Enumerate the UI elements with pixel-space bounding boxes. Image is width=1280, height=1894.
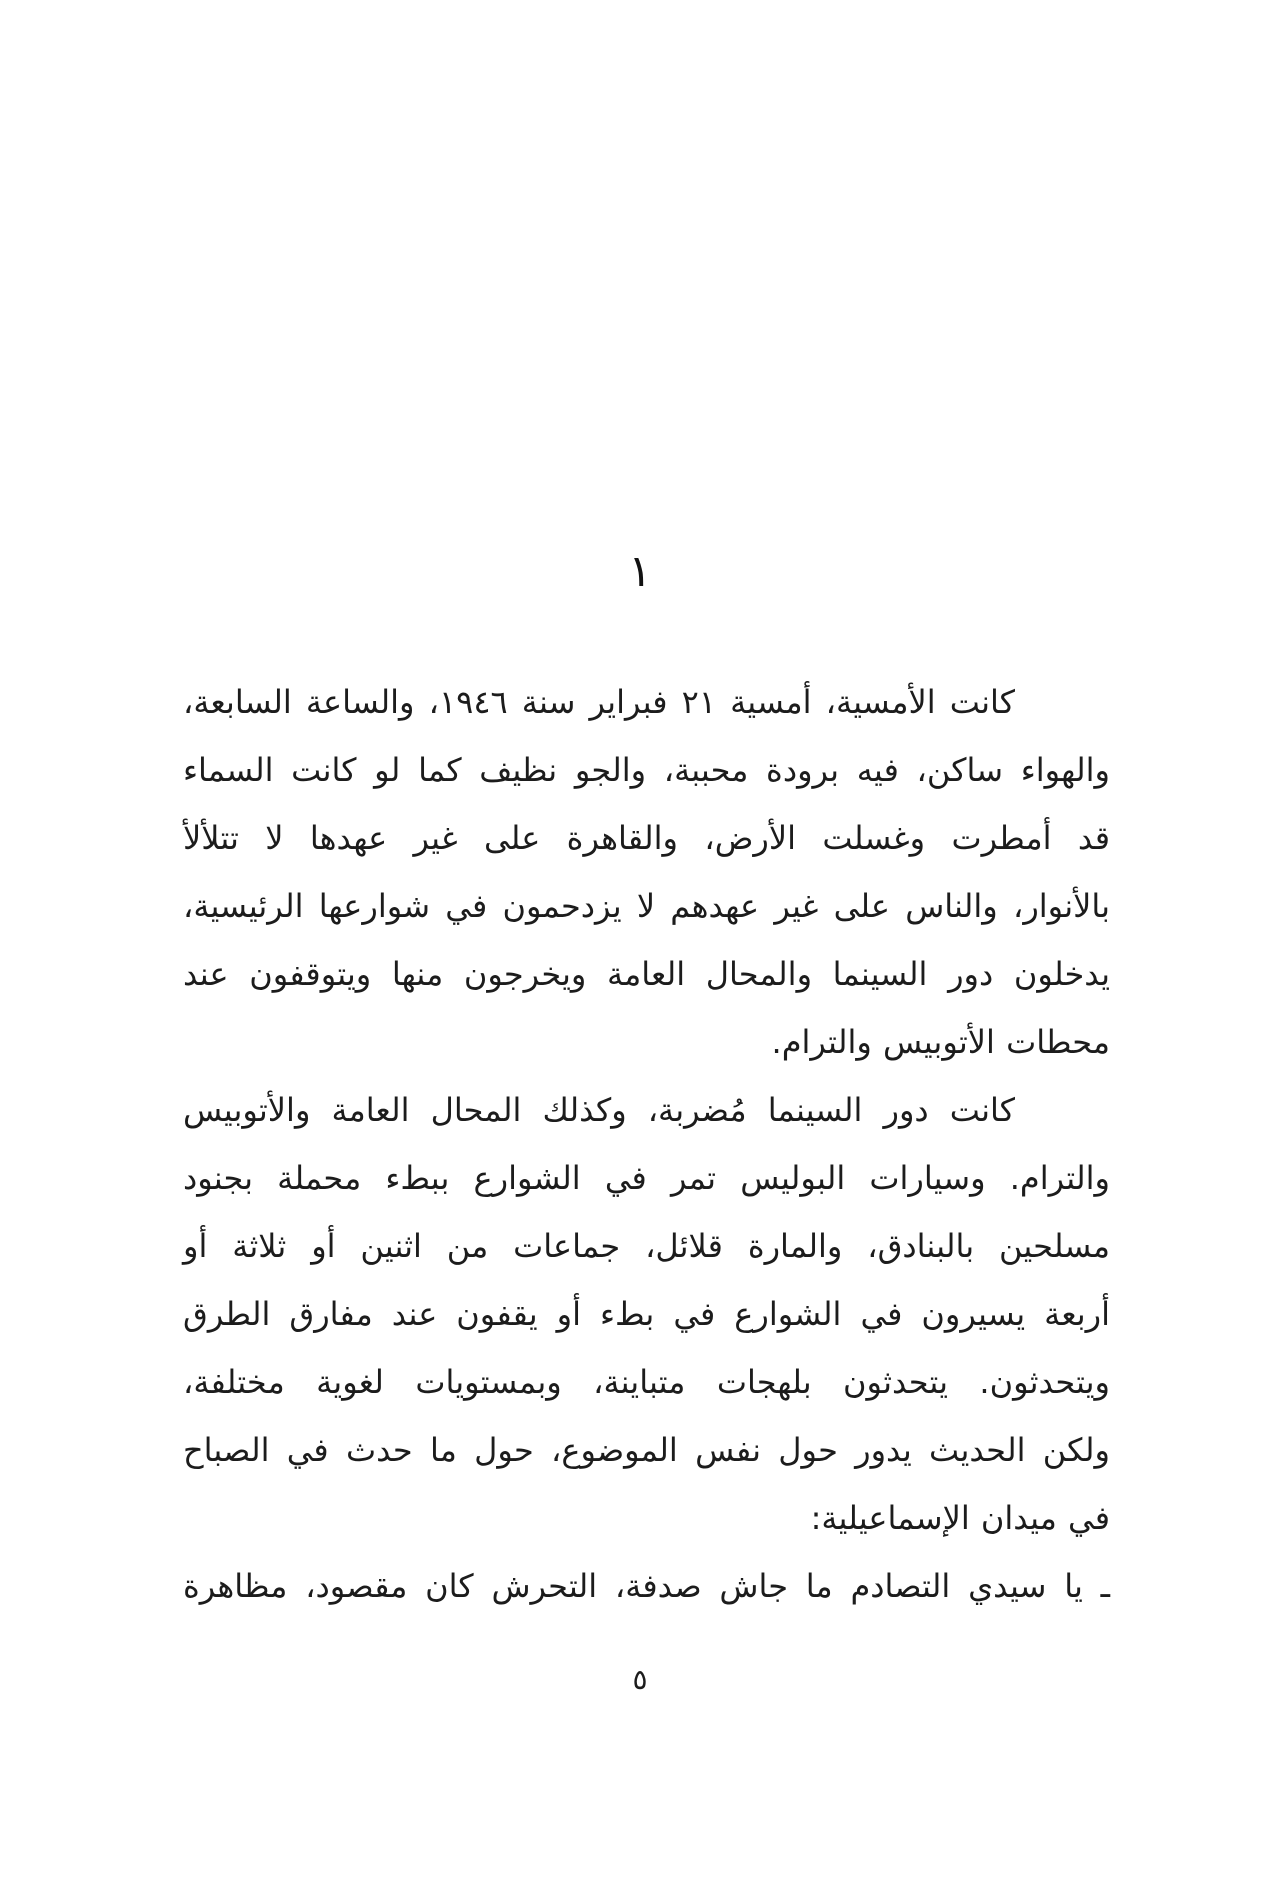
text-block [183,668,1110,1620]
text-line: أربعة يسيرون في الشوارع في بطء أو يقفون عند مفارق الطرق [183,1295,1110,1333]
text-line: والترام. وسيارات البوليس تمر في الشوارع ببطء محملة بجنود [183,1159,1110,1197]
text-line: يدخلون دور السينما والمحال العامة ويخرجون منها ويتوقفون عند [183,955,1110,993]
text-line: مسلحين بالبنادق، والمارة قلائل، جماعات من اثنين أو ثلاثة أو [183,1227,1110,1265]
text-line: ويتحدثون. يتحدثون بلهجات متباينة، وبمستويات لغوية مختلفة، [183,1363,1110,1401]
text-line: محطات الأتوبيس والترام. [771,1023,1110,1061]
text-line: كانت دور السينما مُضربة، وكذلك المحال العامة والأتوبيس [183,1091,1015,1129]
text-line: والهواء ساكن، فيه برودة محببة، والجو نظيف كما لو كانت السماء [183,751,1110,789]
text-line: بالأنوار، والناس على غير عهدهم لا يزدحمون في شوارعها الرئيسية، [183,887,1110,925]
text-line: كانت الأمسية، أمسية ٢١ فبراير سنة ١٩٤٦، والساعة السابعة، [183,683,1016,721]
text-line: ولكن الحديث يدور حول نفس الموضوع، حول ما حدث في الصباح [183,1431,1110,1469]
chapter-number: ١ [628,546,652,597]
text-line: في ميدان الإسماعيلية: [810,1499,1110,1537]
page-number: ٥ [632,1663,648,1696]
text-line: ـ يا سيدي التصادم ما جاش صدفة، التحرش كان مقصود، مظاهرة [183,1567,1110,1605]
text-line: قد أمطرت وغسلت الأرض، والقاهرة على غير عهدها لا تتلألأ [183,819,1110,857]
